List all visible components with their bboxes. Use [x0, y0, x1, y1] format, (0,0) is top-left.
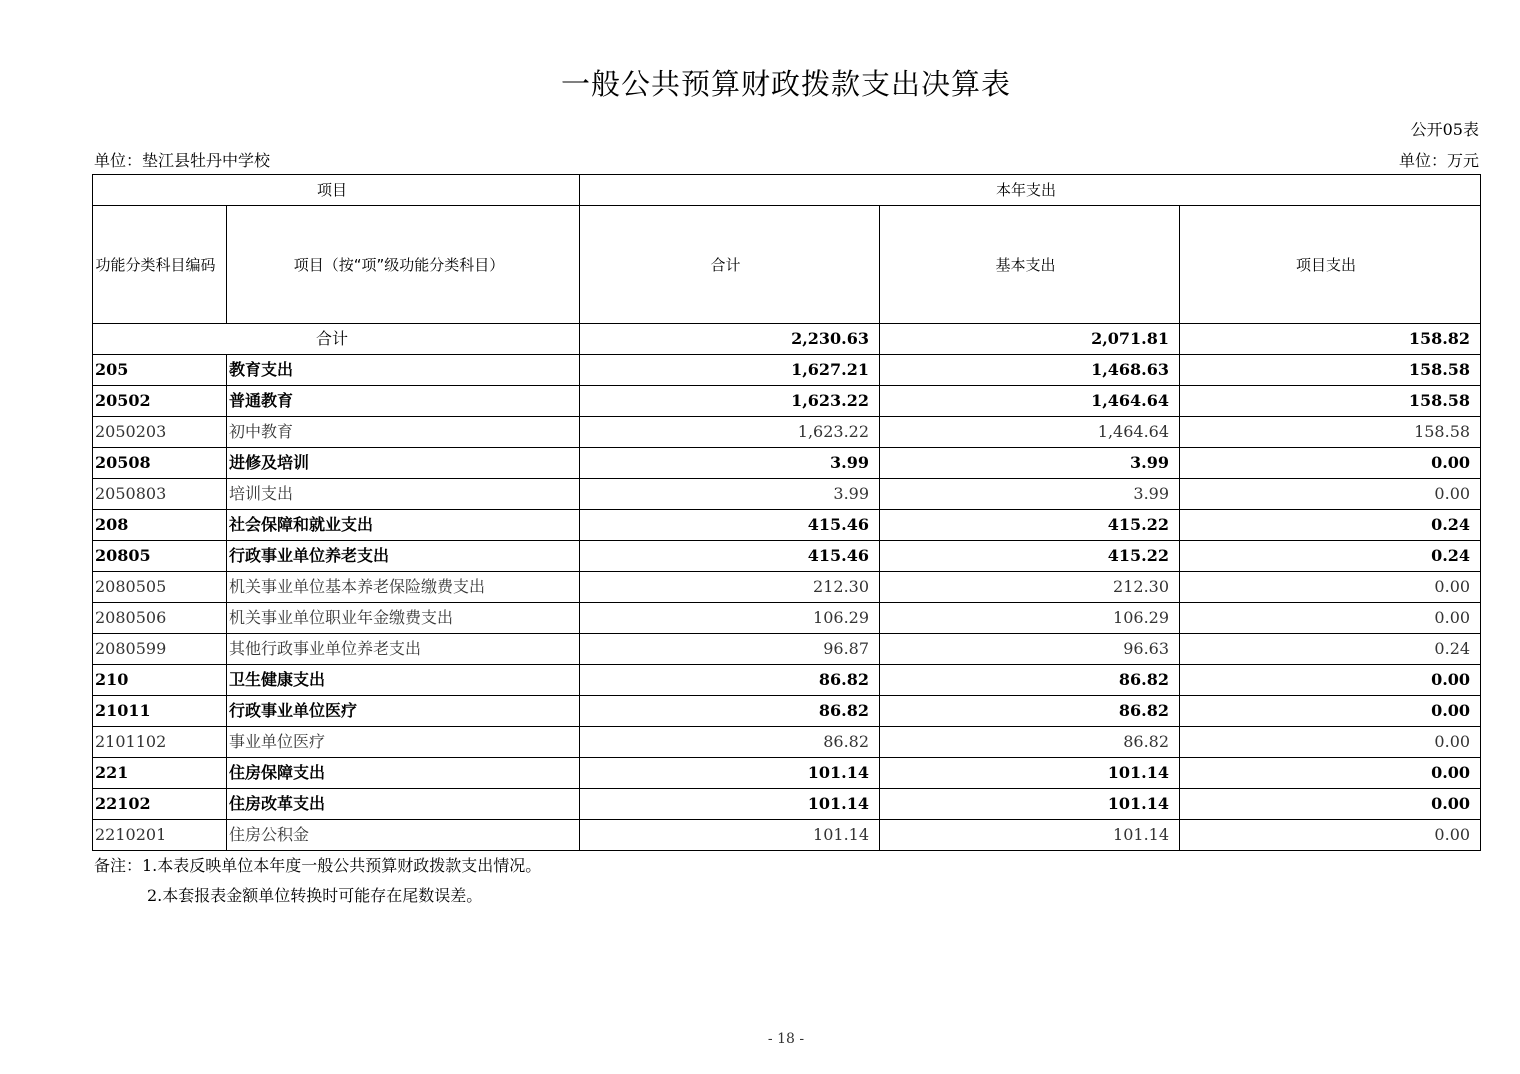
- row-total: 101.14: [580, 820, 880, 851]
- row-project: 0.00: [1180, 820, 1481, 851]
- row-total: 3.99: [580, 479, 880, 510]
- header-basic: 基本支出: [880, 206, 1180, 324]
- row-project: 0.24: [1180, 634, 1481, 665]
- total-sum: 2,230.63: [580, 324, 880, 355]
- table-row: [93, 634, 1481, 665]
- row-code: 2101102: [93, 727, 227, 758]
- row-name: 培训支出: [227, 479, 580, 510]
- row-project: 0.00: [1180, 448, 1481, 479]
- row-total: 86.82: [580, 727, 880, 758]
- header-item-name: 项目（按“项”级功能分类科目）: [227, 206, 580, 324]
- table-row: [93, 448, 1481, 479]
- row-name: 住房改革支出: [227, 789, 580, 820]
- row-name: 卫生健康支出: [227, 665, 580, 696]
- reporting-unit: 单位：垫江县牡丹中学校: [94, 151, 271, 170]
- row-name: 教育支出: [227, 355, 580, 386]
- row-name: 社会保障和就业支出: [227, 510, 580, 541]
- header-project-exp: 项目支出: [1180, 206, 1481, 324]
- row-code: 2080505: [93, 572, 227, 603]
- row-code: 20805: [93, 541, 227, 572]
- total-project: 158.82: [1180, 324, 1481, 355]
- table-row: [93, 572, 1481, 603]
- row-total: 415.46: [580, 510, 880, 541]
- row-name: 初中教育: [227, 417, 580, 448]
- table-row: [93, 417, 1481, 448]
- row-total: 86.82: [580, 665, 880, 696]
- row-basic: 106.29: [880, 603, 1180, 634]
- row-code: 221: [93, 758, 227, 789]
- row-name: 住房公积金: [227, 820, 580, 851]
- table-number: 公开05表: [1410, 120, 1479, 139]
- row-code: 2210201: [93, 820, 227, 851]
- row-basic: 3.99: [880, 448, 1180, 479]
- table-row: [93, 727, 1481, 758]
- table-row: [93, 355, 1481, 386]
- row-code: 2050203: [93, 417, 227, 448]
- row-code: 20508: [93, 448, 227, 479]
- table-row: [93, 696, 1481, 727]
- row-name: 其他行政事业单位养老支出: [227, 634, 580, 665]
- row-total: 212.30: [580, 572, 880, 603]
- total-label: 合计: [93, 324, 580, 355]
- row-basic: 212.30: [880, 572, 1180, 603]
- row-basic: 415.22: [880, 541, 1180, 572]
- row-total: 86.82: [580, 696, 880, 727]
- row-code: 2050803: [93, 479, 227, 510]
- row-total: 96.87: [580, 634, 880, 665]
- currency-unit: 单位：万元: [1398, 151, 1479, 170]
- row-basic: 1,468.63: [880, 355, 1180, 386]
- note-line-1: 备注：1.本表反映单位本年度一般公共预算财政拨款支出情况。: [94, 856, 542, 875]
- row-code: 2080506: [93, 603, 227, 634]
- row-basic: 1,464.64: [880, 386, 1180, 417]
- table-row: [93, 510, 1481, 541]
- row-project: 0.00: [1180, 479, 1481, 510]
- header-current-year: 本年支出: [580, 175, 1481, 206]
- row-name: 事业单位医疗: [227, 727, 580, 758]
- table-row: [93, 479, 1481, 510]
- row-code: 21011: [93, 696, 227, 727]
- row-name: 行政事业单位养老支出: [227, 541, 580, 572]
- table-row: [93, 665, 1481, 696]
- table-row: [93, 789, 1481, 820]
- row-basic: 101.14: [880, 789, 1180, 820]
- row-total: 101.14: [580, 758, 880, 789]
- row-basic: 1,464.64: [880, 417, 1180, 448]
- row-code: 205: [93, 355, 227, 386]
- row-project: 0.00: [1180, 696, 1481, 727]
- row-name: 行政事业单位医疗: [227, 696, 580, 727]
- table-row: [93, 820, 1481, 851]
- table-row: [93, 386, 1481, 417]
- row-project: 158.58: [1180, 417, 1481, 448]
- row-basic: 96.63: [880, 634, 1180, 665]
- row-total: 415.46: [580, 541, 880, 572]
- row-project: 0.00: [1180, 758, 1481, 789]
- row-total: 1,623.22: [580, 386, 880, 417]
- row-total: 106.29: [580, 603, 880, 634]
- row-project: 0.24: [1180, 510, 1481, 541]
- row-total: 1,627.21: [580, 355, 880, 386]
- row-name: 机关事业单位职业年金缴费支出: [227, 603, 580, 634]
- header-total: 合计: [580, 206, 880, 324]
- row-project: 0.00: [1180, 603, 1481, 634]
- row-project: 0.00: [1180, 572, 1481, 603]
- total-basic: 2,071.81: [880, 324, 1180, 355]
- row-basic: 101.14: [880, 758, 1180, 789]
- header-project: 项目: [93, 175, 580, 206]
- row-total: 101.14: [580, 789, 880, 820]
- table-subheader-row: [93, 206, 1481, 324]
- expenditure-table: [92, 174, 1481, 851]
- row-code: 210: [93, 665, 227, 696]
- row-basic: 86.82: [880, 665, 1180, 696]
- row-total: 3.99: [580, 448, 880, 479]
- row-project: 0.00: [1180, 665, 1481, 696]
- page-number: - 18 -: [767, 1031, 805, 1047]
- row-basic: 3.99: [880, 479, 1180, 510]
- row-project: 0.00: [1180, 789, 1481, 820]
- note-line-2: 2.本套报表金额单位转换时可能存在尾数误差。: [147, 886, 483, 905]
- row-project: 0.24: [1180, 541, 1481, 572]
- total-row: [93, 324, 1481, 355]
- table-row: [93, 541, 1481, 572]
- row-name: 普通教育: [227, 386, 580, 417]
- row-name: 进修及培训: [227, 448, 580, 479]
- row-code: 208: [93, 510, 227, 541]
- row-project: 0.00: [1180, 727, 1481, 758]
- notes: [94, 851, 541, 911]
- row-basic: 101.14: [880, 820, 1180, 851]
- row-project: 158.58: [1180, 386, 1481, 417]
- row-total: 1,623.22: [580, 417, 880, 448]
- row-project: 158.58: [1180, 355, 1481, 386]
- table-row: [93, 603, 1481, 634]
- table-header-row: [93, 175, 1481, 206]
- row-name: 机关事业单位基本养老保险缴费支出: [227, 572, 580, 603]
- header-code: 功能分类科目编码: [93, 206, 227, 324]
- row-basic: 415.22: [880, 510, 1180, 541]
- row-name: 住房保障支出: [227, 758, 580, 789]
- page-title: 一般公共预算财政拨款支出决算表: [560, 67, 1011, 101]
- row-basic: 86.82: [880, 727, 1180, 758]
- row-code: 22102: [93, 789, 227, 820]
- row-code: 2080599: [93, 634, 227, 665]
- row-basic: 86.82: [880, 696, 1180, 727]
- row-code: 20502: [93, 386, 227, 417]
- table-row: [93, 758, 1481, 789]
